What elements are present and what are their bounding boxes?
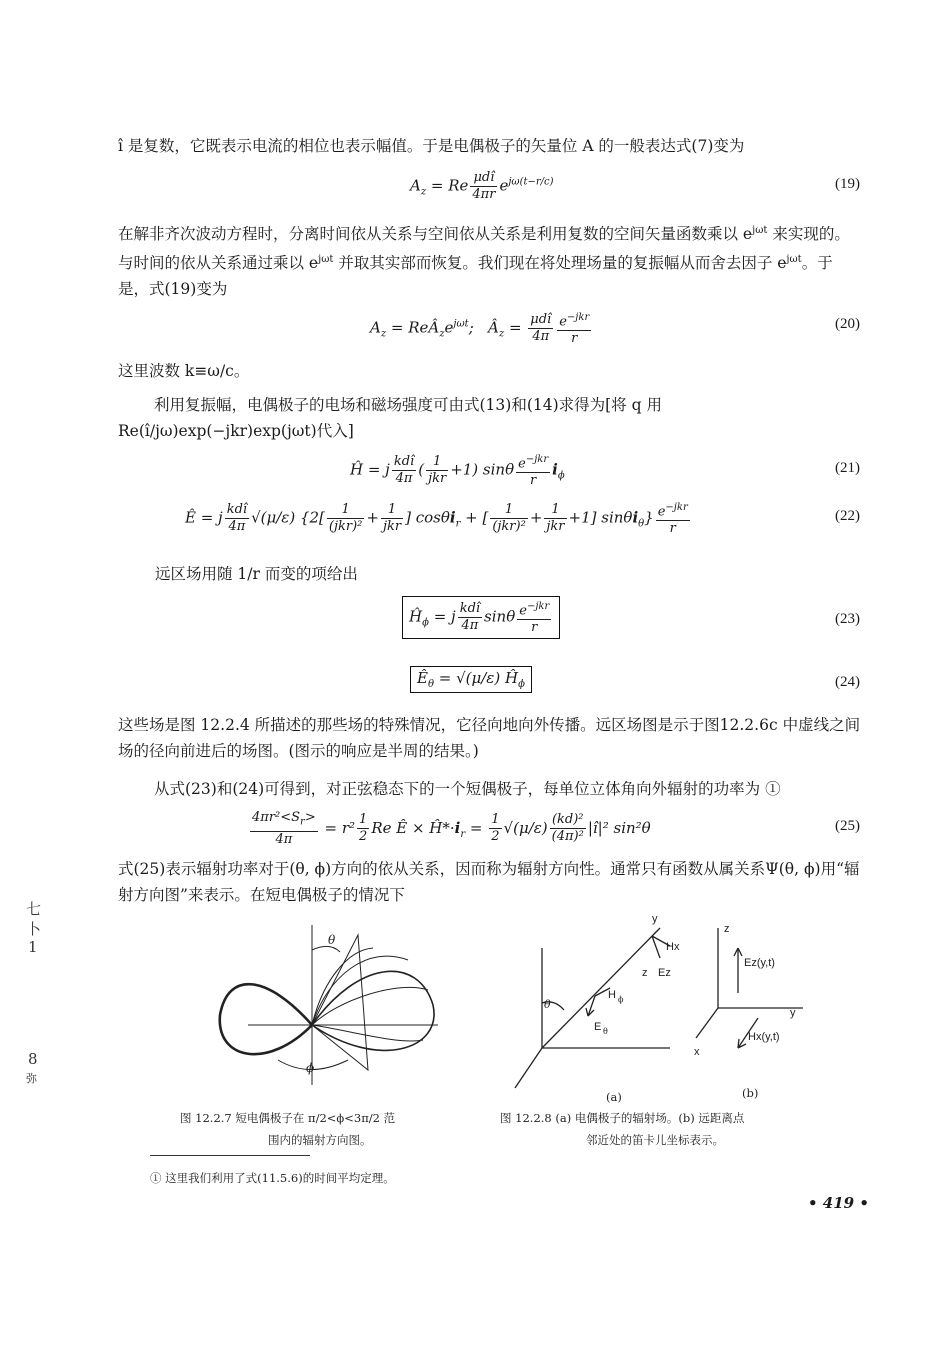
equation-number-19: (19) bbox=[835, 176, 860, 192]
equation-20: $A_z$ = $ReÂ_ze^{j\omega t}$; $Â_z$ = $\frac{\text{μdî}}{4\pi}$ $\frac{e^{-jkr}}{r}$ bbox=[370, 312, 590, 347]
margin-mark: 卜 bbox=[26, 920, 42, 938]
svg-text:H: H bbox=[608, 989, 616, 1001]
page-number: • 419 • bbox=[808, 1194, 869, 1212]
footnote-rule bbox=[150, 1155, 310, 1156]
paragraph-5: 远区场用随 1/r 而变的项给出 bbox=[155, 565, 358, 583]
svg-text:θ: θ bbox=[328, 933, 336, 947]
svg-text:y: y bbox=[790, 1007, 796, 1019]
footnote: ① 这里我们利用了式(11.5.6)的时间平均定理。 bbox=[150, 1171, 395, 1185]
svg-text:y: y bbox=[652, 913, 658, 925]
equation-19: $A_z = Re$ $\frac{\text{μdî}}{4\pi r}$ $e^{j\omega(t-r/c)}$ bbox=[410, 170, 554, 202]
equation-number-20: (20) bbox=[835, 316, 860, 332]
paragraph-1: î 是复数，它既表示电流的相位也表示幅值。于是电偶极子的矢量位 A 的一般表达式(7)变为 bbox=[118, 137, 745, 155]
figure-12-2-8a-label: (a) bbox=[606, 1090, 622, 1104]
svg-text:θ: θ bbox=[544, 998, 551, 1011]
equation-25: $\frac{4\pi r^2<S_r>}{4\pi}$ = r² $\frac{1}{2}$ Re Ê × $Ĥ*\cdot i_r$ = $\frac{1}{2}$ √(μ/ε) $\frac{\text{(kd)²}}{\text{(4π)²}}$ |î|² sin²θ bbox=[252, 810, 651, 847]
margin-mark: 1 bbox=[28, 938, 38, 956]
svg-text:θ: θ bbox=[603, 1027, 608, 1036]
equation-24: $Ê_\theta = √(\mu/\varepsilon)$ $Ĥ_\phi$ bbox=[410, 666, 532, 693]
svg-text:x: x bbox=[694, 1046, 700, 1058]
figure-12-2-8b-cartesian bbox=[688, 918, 818, 1068]
svg-text:E: E bbox=[594, 1021, 602, 1033]
figure-12-2-8-caption: 图 12.2.8 (a) 电偶极子的辐射场。(b) 远距离点 邻近处的笛卡儿坐标表示。 bbox=[500, 1111, 745, 1147]
equation-number-21: (21) bbox=[835, 460, 860, 476]
figure-12-2-7-caption: 图 12.2.7 短电偶极子在 π/2<ϕ<3π/2 范 围内的辐射方向图。 bbox=[180, 1111, 396, 1147]
margin-mark: 8 bbox=[28, 1050, 38, 1068]
equation-22: Ê = j $\frac{\text{kdî}}{4\pi}$ √(μ/ε) {2[ $\frac{1}{\text{(jkr)²}}$ + $\frac{1}{\text{jkr}}$ ] cosθi$_r$ + [ $\frac{1}{\text{(jkr)²}}$ + $\frac{1}{\text{jkr}}$ +1] sinθi$_\theta$} $\frac{e^{-jkr}}{r}$ bbox=[185, 502, 688, 537]
margin-mark: 弥 bbox=[26, 1072, 37, 1085]
figure-12-2-7-radiation-pattern bbox=[208, 920, 448, 1090]
svg-text:z: z bbox=[724, 923, 730, 935]
equation-21: Ĥ = j $\frac{\text{kdî}}{4\pi}$ ( $\frac{1}{\text{jkr}}$ +1) sinθ $\frac{e^{-jkr}}{r}$ $i_\phi$ bbox=[350, 454, 565, 489]
svg-text:Hx(y,t): Hx(y,t) bbox=[748, 1031, 780, 1043]
svg-text:ϕ: ϕ bbox=[618, 995, 624, 1004]
figure-12-2-8b-label: (b) bbox=[742, 1086, 759, 1100]
paragraph-3: 这里波数 k≡ω/c。 bbox=[118, 362, 250, 380]
svg-text:ϕ: ϕ bbox=[306, 1061, 315, 1075]
svg-text:Ez(y,t): Ez(y,t) bbox=[744, 957, 775, 969]
equation-23: $Ĥ_\phi = j$ $\frac{\text{kdî}}{4\pi}$ sinθ $\frac{e^{-jkr}}{r}$ bbox=[402, 596, 560, 639]
equation-number-23: (23) bbox=[835, 611, 860, 627]
paragraph-6: 这些场是图 12.2.4 所描述的那些场的特殊情况，它径向地向外传播。远区场图是示于图12.2.6c 中虚线之间场的径向前进后的场图。(图示的响应是半周的结果。) bbox=[118, 716, 861, 760]
paragraph-2: 在解非齐次波动方程时，分离时间依从关系与空间依从关系是利用复数的空间矢量函数乘以 $e^{j\omega t}$ 来实现的。与时间的依从关系通过乘以 $e^{j\omega t}$ 并取其实部而恢复。我们现在将处理场量的复振幅从而舍去因子 $e^{j\omega t}$。于是，式(19)变为 bbox=[118, 225, 850, 299]
equation-number-25: (25) bbox=[835, 818, 860, 834]
paragraph-8: 式(25)表示辐射功率对于(θ, ϕ)方向的依从关系，因而称为辐射方向性。通常只有函数从属关系Ψ(θ, ϕ)用“辐射方向图”来表示。在短电偶极子的情况下 bbox=[118, 860, 860, 904]
equation-number-24: (24) bbox=[835, 674, 860, 690]
paragraph-4: 利用复振幅，电偶极子的电场和磁场强度可由式(13)和(14)求得为[将 q 用 Re(î/jω)exp(−jkr)exp(jωt)代入] bbox=[118, 396, 662, 440]
equation-number-22: (22) bbox=[835, 508, 860, 524]
margin-mark: 七 bbox=[26, 900, 42, 918]
paragraph-7: 从式(23)和(24)可得到，对正弦稳态下的一个短偶极子，每单位立体角向外辐射的功率为 ① bbox=[154, 780, 781, 798]
svg-text:Hx: Hx bbox=[666, 941, 680, 953]
svg-text:z: z bbox=[642, 967, 648, 979]
svg-text:Ez: Ez bbox=[658, 967, 671, 979]
figure-12-2-8a-dipole-field bbox=[510, 908, 690, 1098]
